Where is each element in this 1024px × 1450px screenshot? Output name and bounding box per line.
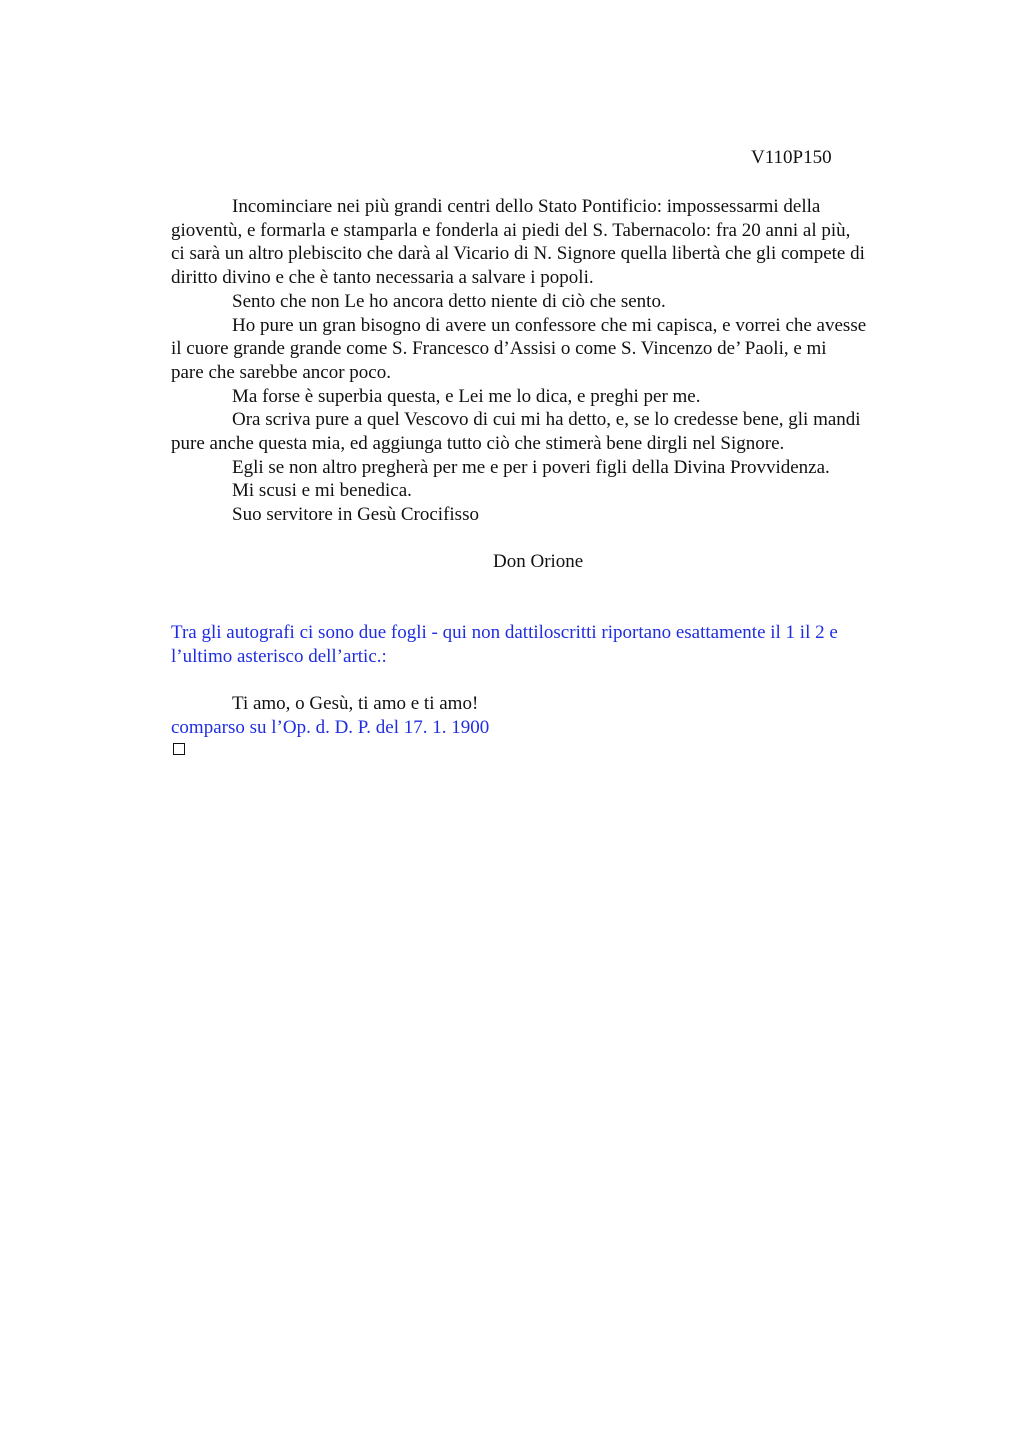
signature: Don Orione: [493, 551, 584, 572]
letter-paragraph: [171, 195, 931, 290]
letter-paragraph: [171, 503, 931, 527]
letter-line: Incominciare nei più grandi centri dello Stato Pontificio: impossessarmi della: [232, 196, 821, 217]
letter-body: [171, 195, 931, 527]
letter-line: diritto divino e che è tanto necessaria a salvare i popoli.: [171, 267, 594, 289]
letter-paragraph: [171, 385, 931, 409]
letter-line: ci sarà un altro plebiscito che darà al Vicario di N. Signore quella libertà che gli compete di: [171, 243, 865, 265]
checkbox-icon: [173, 743, 185, 755]
editor-note-line: Tra gli autografi ci sono due fogli - qui non dattiloscritti riportano esattamente il 1 il 2 e: [171, 622, 838, 643]
letter-paragraph: [171, 479, 931, 503]
letter-line: Sento che non Le ho ancora detto niente di ciò che sento.: [232, 290, 666, 312]
quote: Ti amo, o Gesù, ti amo e ti amo!: [232, 693, 479, 714]
letter-line: gioventù, e formarla e stamparla e fonderla ai piedi del S. Tabernacolo: fra 20 anni al più,: [171, 219, 851, 241]
editor-note: [171, 621, 838, 669]
letter-line: Egli se non altro pregherà per me e per i poveri figli della Divina Provvidenza.: [232, 456, 830, 478]
letter-line: Ma forse è superbia questa, e Lei me lo dica, e preghi per me.: [232, 385, 701, 407]
letter-paragraph: [171, 290, 931, 314]
letter-line: pure anche questa mia, ed aggiunga tutto ciò che stimerà bene dirgli nel Signore.: [171, 433, 785, 455]
letter-line: Ora scriva pure a quel Vescovo di cui mi ha detto, e, se lo credesse bene, gli mandi: [232, 409, 861, 431]
source-note: comparso su l’Op. d. D. P. del 17. 1. 1900: [171, 717, 490, 738]
letter-line: Mi scusi e mi benedica.: [232, 480, 412, 502]
letter-closing: Suo servitore in Gesù Crocifisso: [232, 504, 479, 526]
letter-line: il cuore grande grande come S. Francesco d’Assisi o come S. Vincenzo de’ Paoli, e mi: [171, 338, 827, 360]
letter-paragraph: [171, 314, 931, 385]
letter-paragraph: [171, 456, 931, 480]
letter-line: pare che sarebbe ancor poco.: [171, 361, 391, 383]
letter-paragraph: [171, 408, 931, 455]
letter-line: Ho pure un gran bisogno di avere un confessore che mi capisca, e vorrei che avesse: [232, 314, 867, 336]
editor-note-line: l’ultimo asterisco dell’artic.:: [171, 646, 387, 667]
page-reference: V110P150: [751, 147, 832, 168]
